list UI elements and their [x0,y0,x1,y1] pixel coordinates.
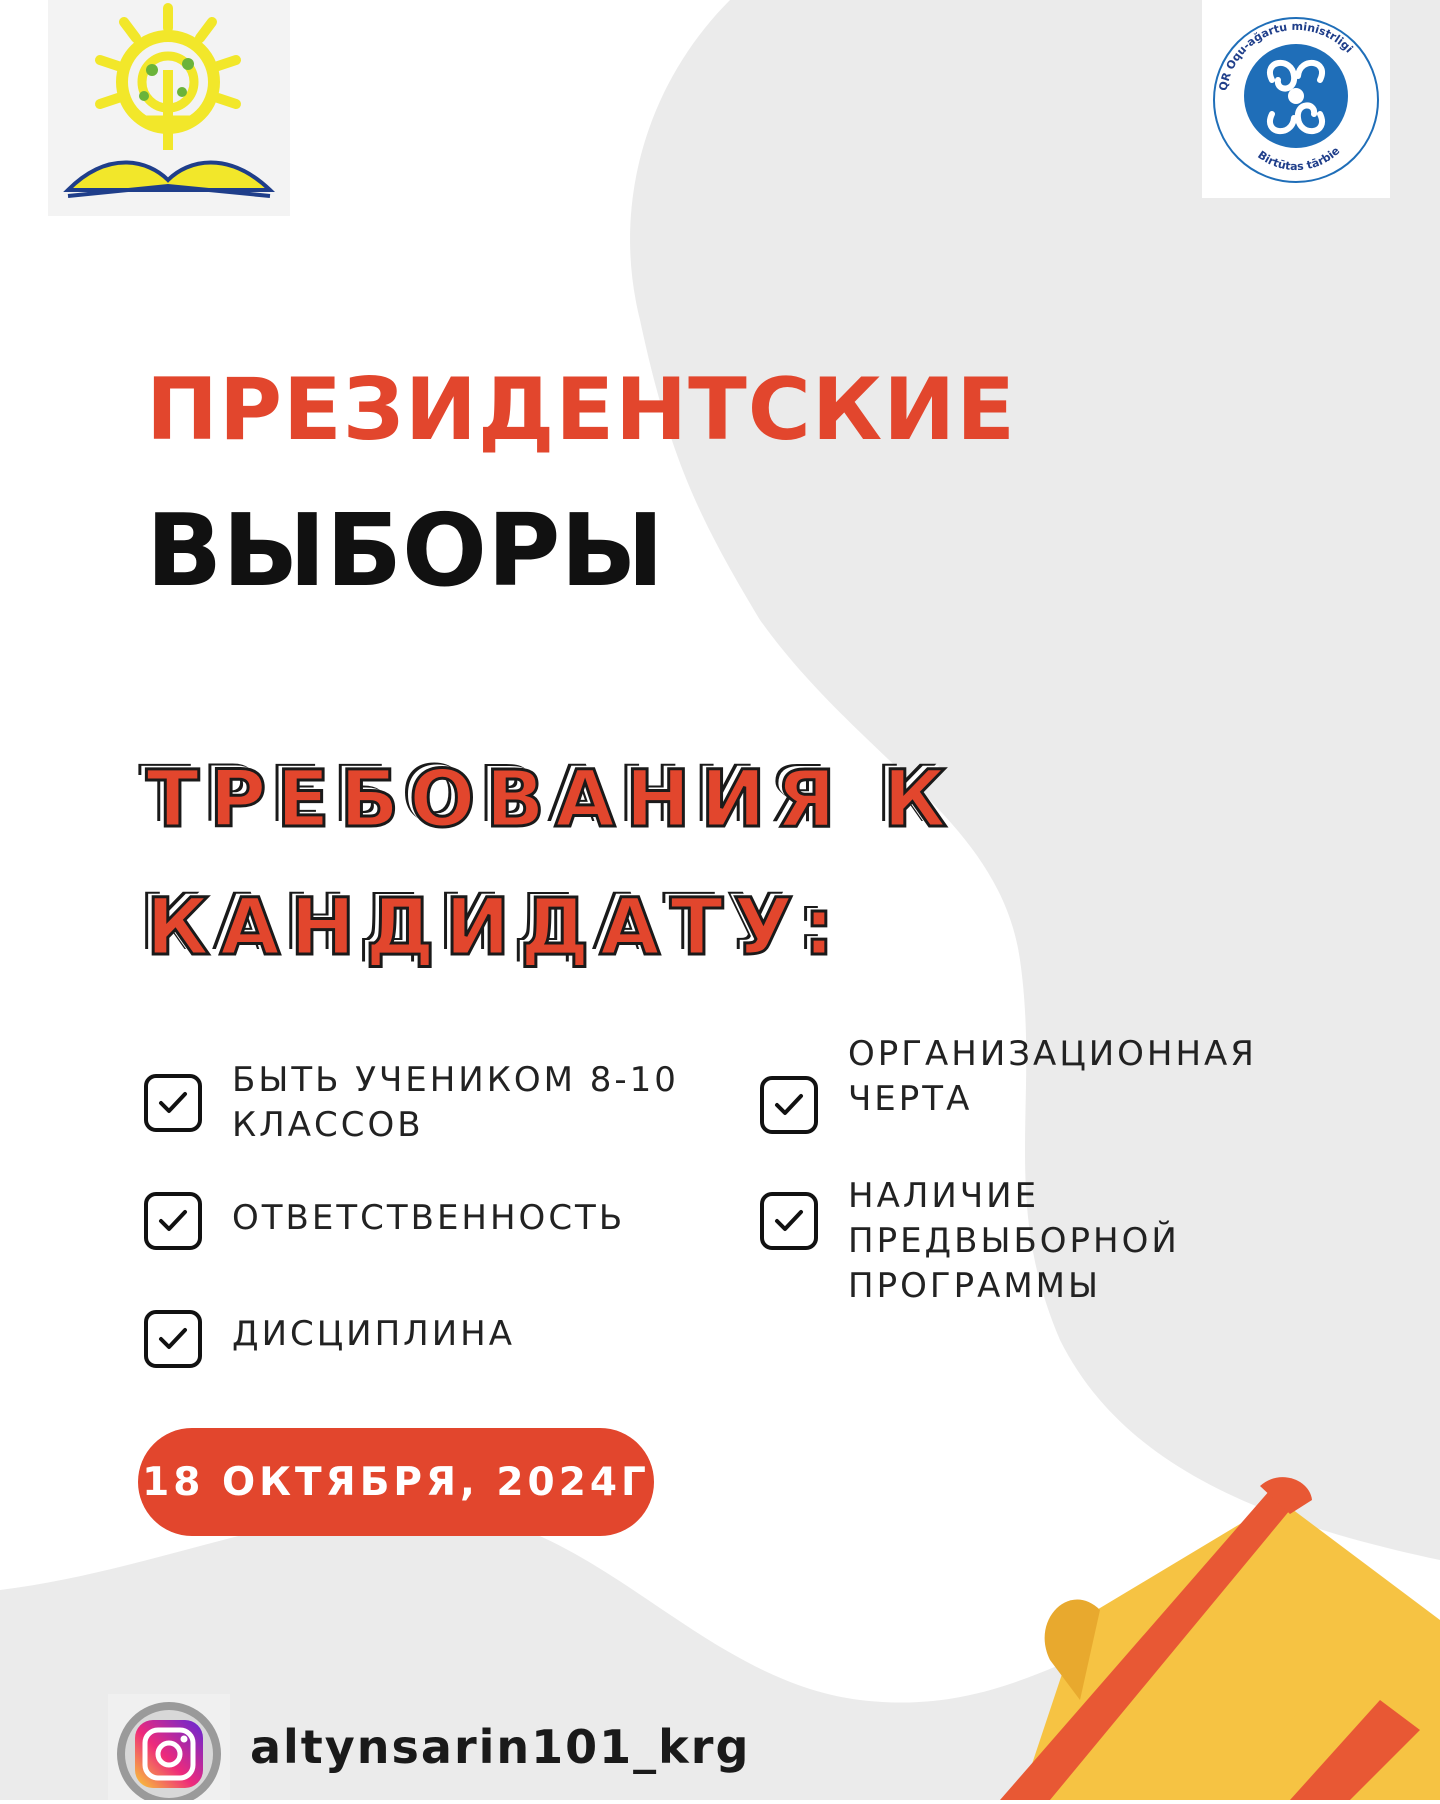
date-badge: 18 ОКТЯБРЯ, 2024Г [138,1428,654,1536]
checkbox-icon [144,1074,202,1132]
subtitle-candidate-requirements [146,736,957,992]
requirement-text: ПРЕДВЫБОРНОЙ [848,1221,1180,1261]
requirement-text: ЧЕРТА [848,1079,973,1119]
checkbox-icon [760,1192,818,1250]
requirement-text: ОРГАНИЗАЦИОННАЯ [848,1034,1257,1074]
instagram-handle[interactable]: altynsarin101_krg [250,1720,751,1774]
checkbox-icon [144,1310,202,1368]
requirement-text: БЫТЬ УЧЕНИКОМ 8-10 [232,1060,679,1100]
checkmark-icon [158,1208,188,1234]
checkmark-icon [774,1092,804,1118]
checkmark-icon [158,1090,188,1116]
requirement-text: ОТВЕТСТВЕННОСТЬ [232,1198,626,1238]
instagram-icon [108,1694,230,1800]
subtitle-line-1: ТРЕБОВАНИЯ К [146,755,957,845]
checkmark-icon [158,1326,188,1352]
requirement-text: КЛАССОВ [232,1105,424,1145]
subtitle-line-2: КАНДИДАТУ: [146,883,845,973]
instagram-badge[interactable] [108,1694,230,1800]
requirement-text: ПРОГРАММЫ [848,1266,1101,1306]
megaphone-icon [960,1470,1440,1800]
ornament-emblem-icon [1202,0,1390,198]
checkmark-icon [774,1208,804,1234]
checkbox-icon [144,1192,202,1250]
requirement-text: ДИСЦИПЛИНА [232,1314,515,1354]
svg-text:QR Oqu-ağartu ministrligi: QR Oqu-ağartu ministrligi [1216,19,1356,92]
sun-book-logo-icon [48,0,290,216]
checkbox-icon [760,1076,818,1134]
requirement-text: НАЛИЧИЕ [848,1176,1040,1216]
title-elections: ВЫБОРЫ [146,492,664,609]
svg-text:Birtūtas tārbie: Birtūtas tārbie [1255,144,1343,174]
school-logo [48,0,290,216]
ministry-logo [1202,0,1390,198]
title-presidential: ПРЕЗИДЕНТСКИЕ [146,360,1016,460]
